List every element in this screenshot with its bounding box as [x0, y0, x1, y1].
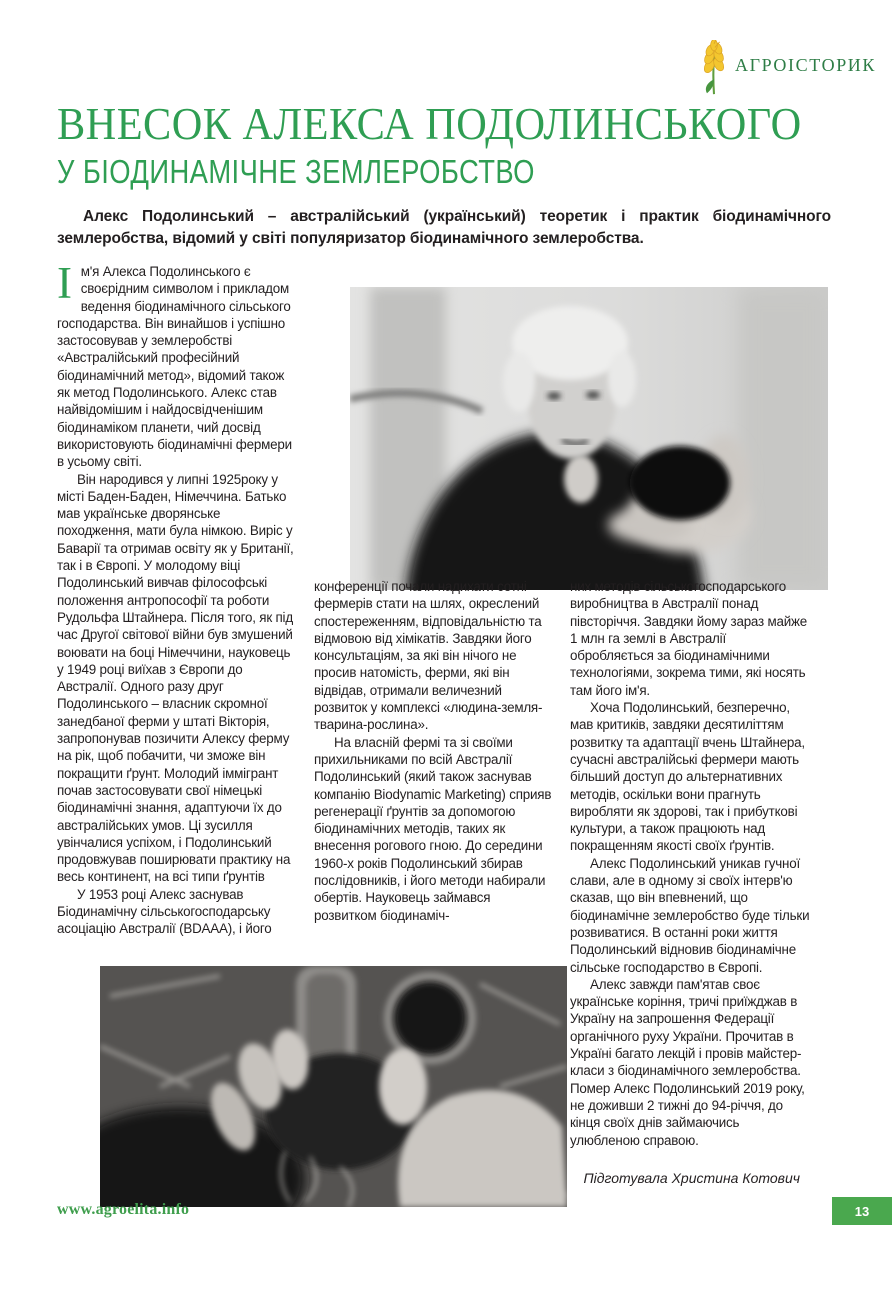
brand-logo	[700, 40, 876, 96]
paragraph: Алекс Подолинський уникав гучної слави, але в одному зі своїх інтерв'ю сказав, що він впевнений, що біодинамічне землеробство буде тільки розвиватися. В останні роки життя Подолинський відновив біодинамічне сільське господарство в Європі.	[570, 855, 810, 975]
paragraph: конференції почали надихати сотні фермерів стати на шлях, окреслений спостереженням, відповідальністю та відмовою від хімікатів. Завдяки його консультаціям, за які він нічого не просив натомість, ферми, які він відвідав, отримали величезний розвиток у комплексі «людина-земля-тварина-рослина».	[314, 579, 543, 733]
brand-name: АГРОІСТОРИК	[735, 55, 877, 75]
paragraph: Алекс завжди пам'ятав своє українське коріння, тричі приїжджав в Україну на запрошення Федерації органічного руху України. Прочитав в Україні багато лекцій і провів майстер-класи з біодинамічного землеробства. Помер Алекс Подолинський 2019 року, не доживши 2 тижні до 94-річчя, до кінця своїх днів займаючись улюбленою справою.	[570, 976, 805, 1148]
portrait-photo-image	[350, 287, 828, 590]
byline: Підготувала Христина Котович	[583, 1170, 800, 1186]
paragraph: У 1953 році Алекс заснував Біодинамічну сільськогосподарську асоціацію Австралії (BDAAA), і його	[57, 886, 272, 937]
paragraph: На власній фермі та зі своїми прихильниками по всій Австралії Подолинський (який також заснував компанію Biodynamic Marketing) сприяв регенерації ґрунтів за допомогою біодинамічних методів, таких як внесення рогового гною. До середини 1960-х років Подолинський збирав послідовників, і його методи набирали обертів. Науковець займався розвитком біодинаміч-	[314, 734, 552, 923]
paragraph	[57, 263, 295, 471]
paragraph: Він народився у липні 1925року у місті Баден-Баден, Німеччина. Батько мав українське дворянське походження, мати була німкою. Виріс у Баварії та отримав освіту як у Британії, так і в Європі. У молодому віці Подолинський вивчав філософські положення антропософії та роботи Рудольфа Штайнера. Після того, як під час Другої світової війни був змушений воювати на боці Німеччини, науковець у 1949 році виїхав з Європи до Австралії. Одного разу друг Подолинського – власник скромної занедбаної ферми у штаті Вікторія, запропонував позичити Алексу ферму на рік, щоб побачити, чи зможе він покращити ґрунт. Молодий іммігрант почав застосовувати свої німецькі біодинамічні знання, адаптуючи їх до австралійських умов. Ці зусилля увінчалися успіхом, і Подолинський продовжував поширювати практику на весь континент, на всі типи ґрунтів	[57, 471, 294, 885]
page-subtitle: У БІОДИНАМІЧНЕ ЗЕМЛЕРОБСТВО	[57, 153, 535, 190]
hands-photo-image	[100, 966, 567, 1207]
paragraph-text: м'я Алекса Подолинського є своєрідним символом і прикладом ведення біодинамічного сільського господарства. Він винайшов і успішно застосовував у землеробстві «Австралійський професійний біодинамічний метод», відомий також як метод Подолинського. Алекс став найвідомішим і найдосвідченішим біодинаміком планети, чий досвід використовують біодинамічні фермери в усьому світі.	[57, 264, 292, 470]
footer-site-link[interactable]: www.agroelita.info	[57, 1201, 190, 1218]
paragraph: Хоча Подолинський, безперечно, мав критиків, завдяки десятиліттям розвитку та адаптації вчень Штайнера, сучасні австралійські фермери мають більший доступ до альтернативних методів, оскільки вони прагнуть виробляти як здорові, так і прибуткові культури, а також працюють над покращенням якості своїх ґрунтів.	[570, 700, 805, 854]
page-number: 13	[854, 1203, 870, 1219]
article-column-3	[570, 578, 812, 1164]
article-column-1	[57, 263, 295, 943]
hands-photo	[100, 966, 567, 1207]
lead-paragraph: Алекс Подолинський – австралійський (український) теоретик і практик біодинамічного землеробства, відомий у світі популяризатор біодинамічного землеробства.	[57, 208, 831, 247]
page-title: ВНЕСОК АЛЕКСА ПОДОЛИНСЬКОГО	[57, 98, 802, 149]
portrait-photo	[350, 287, 828, 590]
article-column-2	[314, 578, 552, 946]
wheat-icon	[700, 40, 728, 96]
paragraph: них методів сільськогосподарського виробництва в Австралії понад півсторіччя. Завдяки йому зараз майже 1 млн га землі в Австралії обробляється за біодинамічними технологіями, зокрема тими, які носять там його ім'я.	[570, 579, 808, 698]
drop-cap: І	[57, 263, 72, 308]
page-number-box	[832, 1197, 892, 1225]
